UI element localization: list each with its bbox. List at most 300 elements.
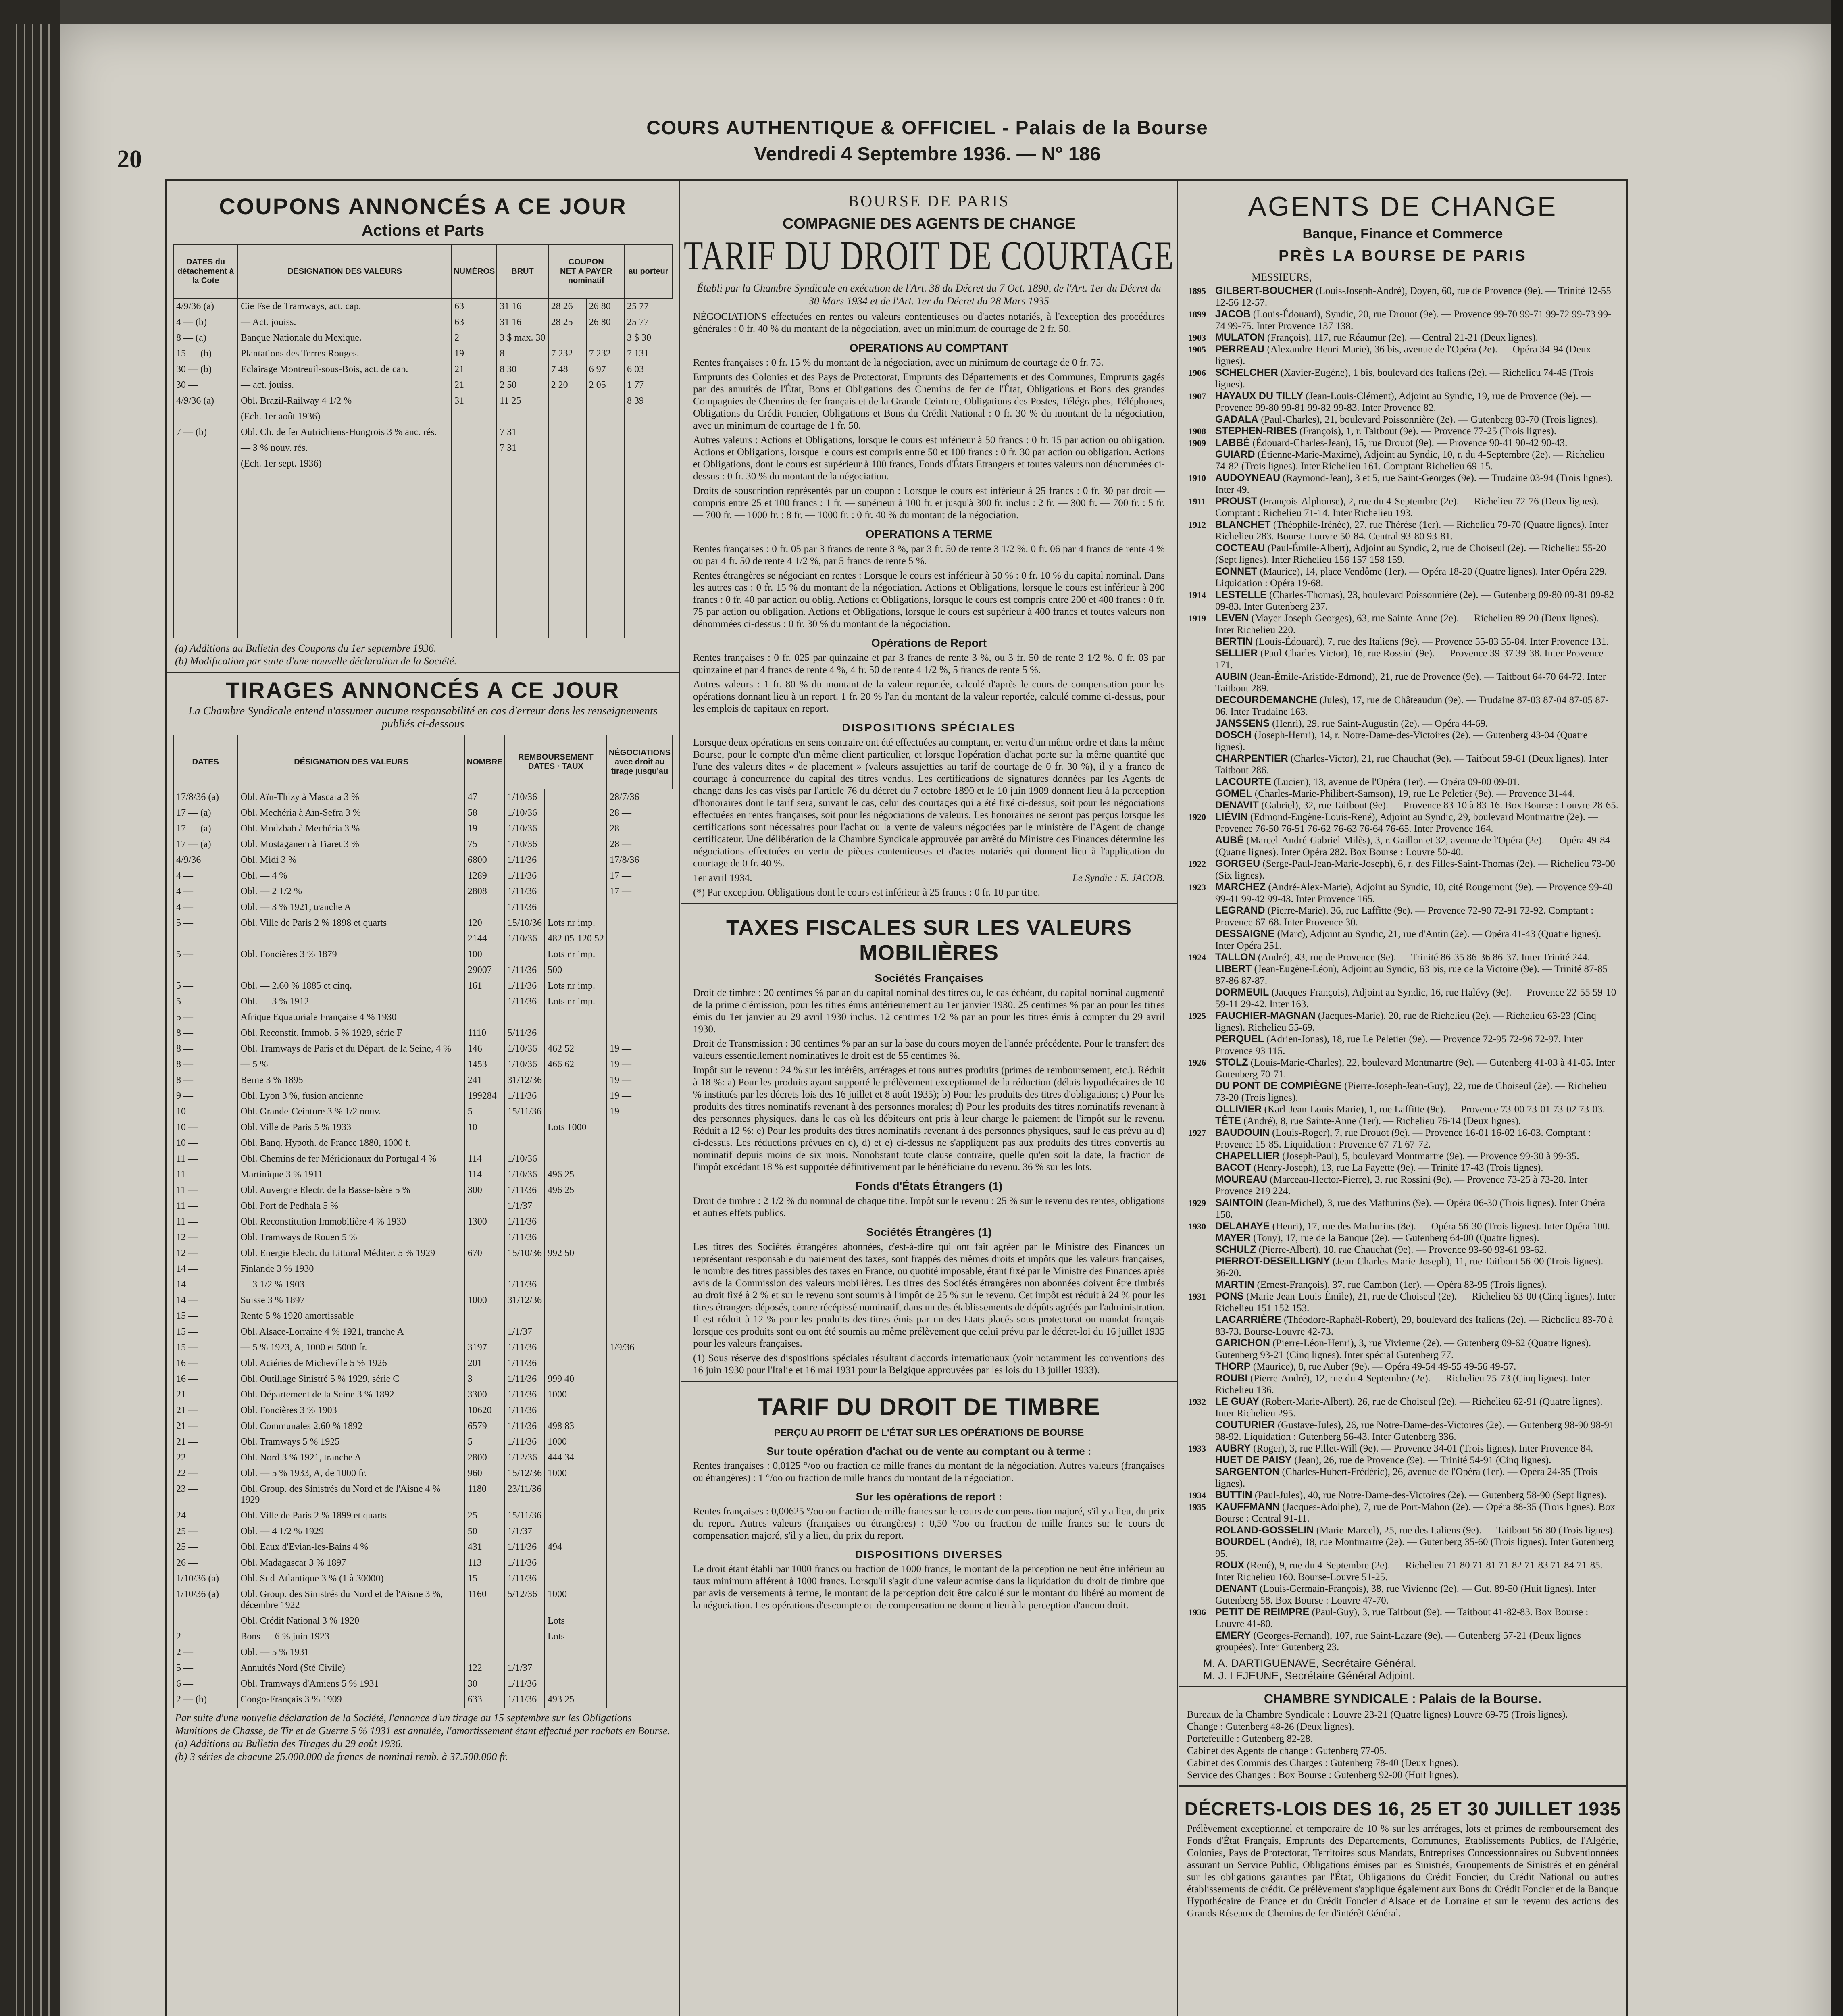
agent-year — [1179, 1583, 1215, 1606]
coupon-spacer — [173, 472, 673, 638]
tirage-cell: 16 — — [173, 1356, 237, 1371]
tirage-cell: 4 — — [173, 884, 237, 900]
tirage-cell: 1/11/36 — [505, 1356, 545, 1371]
secretaire-general: M. A. DARTIGUENAVE, Secrétaire Général. — [1203, 1657, 1416, 1669]
coupon-cell: (Ech. 1er sept. 1936) — [238, 456, 452, 472]
agent-text — [1215, 1489, 1618, 1501]
tirage-cell: 3 — [465, 1371, 505, 1387]
agent-text — [1215, 1291, 1618, 1314]
coupons-col-numeros: NUMÉROS — [452, 244, 497, 298]
agent-name: PROUST — [1215, 496, 1258, 507]
tirage-cell: 10 — — [173, 1120, 237, 1135]
tirage-cell: 146 — [465, 1041, 505, 1057]
agent-text — [1215, 1536, 1618, 1560]
tirage-cell: 28 — — [607, 805, 673, 821]
tirage-row — [173, 994, 673, 1010]
coupon-cell: — act. jouiss. — [238, 377, 452, 393]
tirage-cell: 1000 — [545, 1387, 607, 1403]
tirage-cell — [545, 1524, 607, 1539]
tirage-cell: 5/12/36 — [505, 1587, 545, 1613]
tirage-cell — [173, 931, 237, 947]
agent-details: (François), 1, r. Taitbout (9e). — Provence 77-25 (Trois lignes). — [1299, 426, 1557, 437]
coupon-cell: 25 77 — [624, 298, 673, 314]
agent-text — [1215, 390, 1618, 414]
agent-details: (Maurice), 8, rue Auber (9e). — Opéra 49-54 49-55 49-56 49-57. — [1253, 1361, 1516, 1372]
agent-year — [1179, 1536, 1215, 1560]
tirage-cell: 19 — — [607, 1057, 673, 1073]
terme-paragraph: Rentes étrangères se négociant en rentes : Lorsque le cours est inférieur à 50 % : 0 fr. 10 % du capital nominal. Dans les autres cas : 0 fr. 15 % du montant de la négociation. Actions et Obligations, lorsque le cours est inférieur à 200 francs : 0 fr. 40 par action ou oblig. Actions et Obligations, lorsque le cours est compris entre 200 et 400 francs : 0 fr. 75 par action ou obligation. Actions et Obligations, lorsque le cours est supérieur à 400 francs et toutes valeurs non dénommées ci-dessus : 0 fr. 30 % du montant de la négociation. — [693, 570, 1165, 629]
agent-name: ROUBI — [1215, 1372, 1248, 1384]
agent-entry — [1179, 928, 1618, 952]
tirage-cell: Obl. — 4 % — [237, 868, 464, 884]
agent-text — [1215, 1337, 1618, 1361]
tirage-cell — [607, 1466, 673, 1481]
agent-text — [1215, 1033, 1618, 1057]
coupon-cell: 7 131 — [624, 346, 673, 362]
tirage-cell: 482 05-120 52 — [545, 931, 607, 947]
tirage-cell: 4 — — [173, 900, 237, 915]
agent-text — [1215, 542, 1618, 566]
courtage-etabli: Établi par la Chambre Syndicale en exécution de l'Art. 38 du Décret du 7 Oct. 1890, de l'Art. 1er du Décret du 30 Mars 1934 et de l'Art. 1er du Décret du 28 Mars 1935 — [697, 282, 1161, 307]
agent-year — [1179, 1630, 1215, 1653]
report-paragraph: Autres valeurs : 1 fr. 80 % du montant de la valeur reportée, calculé d'après le cours de compensation pour les opérations donnant lieu à un report. 1 fr. 20 % l'an du montant de la valeur reportée, calculé comme ci-dessus, pour les emplois de capitaux en report. — [693, 679, 1165, 714]
tirage-row — [173, 1167, 673, 1183]
agent-name: AUBIN — [1215, 671, 1247, 682]
agent-text — [1215, 963, 1618, 987]
tirage-row — [173, 1277, 673, 1293]
tirage-cell: 1/11/36 — [505, 994, 545, 1010]
coupon-cell — [452, 440, 497, 456]
tirage-cell: 496 25 — [545, 1183, 607, 1198]
coupon-row — [173, 330, 673, 346]
tirage-cell: 14 — — [173, 1277, 237, 1293]
tirage-cell: 19 — — [607, 1088, 673, 1104]
tirage-cell: 22 — — [173, 1450, 237, 1466]
agent-year: 1933 — [1188, 1443, 1206, 1454]
agent-details: (Tony), 17, rue de la Banque (2e). — Gutenberg 64-00 (Quatre lignes). — [1253, 1233, 1539, 1243]
section-divider — [681, 1381, 1177, 1382]
tirage-cell: 22 — — [173, 1466, 237, 1481]
agent-details: (André), 18, rue Montmartre (2e). — Gutenberg 35-60 (Trois lignes). Inter Gutenberg 95. — [1215, 1537, 1614, 1559]
tirage-cell: 1000 — [545, 1466, 607, 1481]
timbre-report-heading: Sur les opérations de report : — [856, 1491, 1002, 1503]
tirage-cell: Obl. Tramways de Paris et du Départ. de la Seine, 4 % — [237, 1041, 464, 1057]
tirage-cell: 6579 — [465, 1418, 505, 1434]
coupon-row — [173, 362, 673, 377]
tirage-row — [173, 1660, 673, 1676]
tirage-cell — [545, 1010, 607, 1025]
tirage-cell: Obl. Ville de Paris 2 % 1899 et quarts — [237, 1508, 464, 1524]
tirage-cell: 8 — — [173, 1073, 237, 1088]
messieurs-label: MESSIEURS, — [1252, 271, 1312, 283]
tirage-cell: 17 — — [607, 868, 673, 884]
agent-year: 1923 — [1188, 882, 1206, 892]
tirage-cell: 1/11/36 — [505, 1539, 545, 1555]
agent-name: MAYER — [1215, 1232, 1251, 1243]
tirage-cell: 1/10/36 — [505, 931, 545, 947]
agent-text — [1215, 414, 1618, 425]
tirage-cell: — 3 1/2 % 1903 — [237, 1277, 464, 1293]
agent-text — [1215, 425, 1618, 437]
agent-text — [1215, 437, 1618, 449]
coupon-cell: Banque Nationale du Mexique. — [238, 330, 452, 346]
tirage-cell: 23 — — [173, 1481, 237, 1508]
secretaire-adjoint: M. J. LEJEUNE, Secrétaire Général Adjoint. — [1203, 1670, 1415, 1682]
agent-entry — [1179, 1443, 1618, 1454]
coupons-footnote: (a) Additions au Bulletin des Coupons du 1er septembre 1936. — [175, 642, 437, 654]
agent-year — [1179, 648, 1215, 671]
coupon-cell: 6 03 — [624, 362, 673, 377]
tirage-row — [173, 1183, 673, 1198]
agent-details: (André), 8, rue Sainte-Anne (1er). — Richelieu 76-14 (Deux lignes). — [1243, 1116, 1521, 1127]
tirage-cell — [465, 900, 505, 915]
tirage-cell: 17 — — [607, 884, 673, 900]
column-agents — [1179, 181, 1626, 2016]
tirage-row — [173, 1466, 673, 1481]
tirage-cell: 5 — — [173, 994, 237, 1010]
agent-year: 1895 — [1188, 286, 1206, 296]
tirage-cell: — 5 % — [237, 1057, 464, 1073]
agent-year — [1179, 729, 1215, 753]
agent-year: 1903 — [1188, 333, 1206, 343]
tirage-cell: 1180 — [465, 1481, 505, 1508]
courtage-negociations: NÉGOCIATIONS effectuées en rentes ou valeurs contentieuses ou d'actes notariés, à l'exception des procédures générales : 0 fr. 40 % du montant de la négociation, avec un minimum de courtage de 2 fr. 50. — [693, 311, 1165, 334]
tirage-cell: Lots nr imp. — [545, 947, 607, 962]
tirage-cell: Obl. Ville de Paris 5 % 1933 — [237, 1120, 464, 1135]
agent-year: 1910 — [1188, 473, 1206, 483]
tirage-cell: Obl. — 3 % 1912 — [237, 994, 464, 1010]
tirage-cell — [545, 1073, 607, 1088]
agent-details: (André), 43, rue de Provence (9e). — Trinité 86-35 86-36 86-37. Inter Trinité 244. — [1258, 952, 1590, 963]
tirage-row — [173, 931, 673, 947]
tirage-cell — [545, 1293, 607, 1308]
tirage-cell — [505, 1613, 545, 1629]
tirage-cell: 31/12/36 — [505, 1293, 545, 1308]
tirage-cell: 633 — [465, 1692, 505, 1708]
agent-text — [1215, 881, 1618, 905]
agent-text — [1215, 811, 1618, 835]
dispositions-heading: DISPOSITIONS SPÉCIALES — [842, 721, 1016, 734]
header-date-issue: Vendredi 4 Septembre 1936. — N° 186 — [754, 144, 1101, 165]
agent-name: PERQUEL — [1215, 1033, 1264, 1045]
agent-details: (Charles-Marie-Philibert-Samson), 19, rue Le Peletier (9e). — Provence 31-44. — [1254, 788, 1575, 799]
agent-name: GORGEU — [1215, 858, 1260, 869]
tirage-cell: 1/10/36 (a) — [173, 1587, 237, 1613]
tirage-cell — [465, 1308, 505, 1324]
agent-year — [1179, 987, 1215, 1010]
tirage-cell: 5 — — [173, 947, 237, 962]
agent-text — [1215, 496, 1618, 519]
section-divider — [681, 903, 1177, 904]
tirage-cell — [607, 1387, 673, 1403]
agent-name: BLANCHET — [1215, 519, 1271, 530]
agent-entry — [1179, 952, 1618, 963]
tirage-cell: 12 — — [173, 1230, 237, 1245]
agent-name: SCHELCHER — [1215, 367, 1278, 378]
coupon-cell: 26 80 — [586, 314, 624, 330]
tirage-cell — [607, 1356, 673, 1371]
coupons-footnotes — [175, 642, 671, 668]
header-publication: COURS AUTHENTIQUE & OFFICIEL - Palais de la Bourse — [646, 117, 1208, 139]
agent-details: (Henri), 29, rue Saint-Augustin (2e). — Opéra 44-69. — [1272, 718, 1488, 729]
agent-year: 1911 — [1188, 496, 1206, 506]
tirage-cell — [545, 1508, 607, 1524]
agent-entry — [1179, 472, 1618, 496]
tirages-col-designation: DÉSIGNATION DES VALEURS — [237, 735, 464, 789]
tirage-cell — [505, 1645, 545, 1660]
agents-subtitle: Banque, Finance et Commerce — [1302, 226, 1503, 242]
tirage-cell: 8 — — [173, 1025, 237, 1041]
tirage-cell — [607, 1645, 673, 1660]
agent-name: DU PONT DE COMPIÈGNE — [1215, 1080, 1342, 1091]
tirage-cell — [545, 1135, 607, 1151]
agent-details: (Théodore-Raphaël-Robert), 29, boulevard des Italiens (2e). — Richelieu 83-70 à 83-73. Bourse-Louvre 42-73. — [1215, 1314, 1613, 1337]
agent-year: 1906 — [1188, 368, 1206, 378]
agent-name: LIÉVIN — [1215, 811, 1248, 823]
agent-details: (Georges-Fernand), 107, rue Saint-Lazare (9e). — Gutenberg 57-21 (Deux lignes groupées). Inter Gutenberg 23. — [1215, 1630, 1581, 1653]
coupon-cell: 7 232 — [586, 346, 624, 362]
agent-name: ROUX — [1215, 1560, 1245, 1571]
agent-entry — [1179, 1489, 1618, 1501]
agent-text — [1215, 1127, 1618, 1150]
tirage-cell — [465, 1277, 505, 1293]
agent-name: TÊTE — [1215, 1115, 1241, 1127]
agent-name: KAUFFMANN — [1215, 1501, 1280, 1512]
tirage-cell: 1000 — [545, 1434, 607, 1450]
agent-entry — [1179, 1501, 1618, 1524]
agent-text — [1215, 285, 1618, 308]
coupon-cell: 8 30 — [497, 362, 548, 377]
tirage-cell — [545, 1660, 607, 1676]
agent-text — [1215, 1220, 1618, 1232]
tirage-cell: 1/10/36 — [505, 1041, 545, 1057]
tirage-cell: 444 34 — [545, 1450, 607, 1466]
tirage-cell — [607, 900, 673, 915]
tirage-row — [173, 1261, 673, 1277]
timbre-title: TARIF DU DROIT DE TIMBRE — [758, 1393, 1100, 1420]
agent-name: PETIT DE REIMPRE — [1215, 1606, 1310, 1618]
tirage-cell — [545, 900, 607, 915]
agent-text — [1215, 1232, 1618, 1244]
coupon-cell: 7 31 — [497, 440, 548, 456]
coupon-cell: Eclairage Montreuil-sous-Bois, act. de cap. — [238, 362, 452, 377]
tirage-cell: 1/10/36 — [505, 1167, 545, 1183]
tirage-row — [173, 1324, 673, 1340]
agent-year — [1179, 449, 1215, 472]
agent-details: (Charles-Thomas), 23, boulevard Poissonnière (2e). — Gutenberg 09-80 09-81 09-82 09-83. Inter Gutenberg 237. — [1215, 589, 1614, 612]
agent-year — [1179, 1524, 1215, 1536]
tirage-cell: 670 — [465, 1245, 505, 1261]
agent-text — [1215, 1524, 1618, 1536]
tirage-row — [173, 1135, 673, 1151]
agent-text — [1215, 1606, 1618, 1630]
tirage-cell: Lots nr imp. — [545, 994, 607, 1010]
tirage-cell: 1/11/36 — [505, 1571, 545, 1587]
agent-details: (Louis-Joseph-André), Doyen, 60, rue de Provence (9e). — Trinité 12-55 12-56 12-57. — [1215, 285, 1611, 308]
agent-text — [1215, 1454, 1618, 1466]
agent-text — [1215, 694, 1618, 718]
tirage-cell: 1/11/36 — [505, 1418, 545, 1434]
tirage-cell — [607, 978, 673, 994]
tirage-cell: Obl. Group. des Sinistrés du Nord et de l'Aisne 4 % 1929 — [237, 1481, 464, 1508]
agent-name: SAINTOIN — [1215, 1197, 1263, 1208]
coupon-cell: 21 — [452, 377, 497, 393]
tirage-cell — [545, 1025, 607, 1041]
tirage-cell — [607, 1371, 673, 1387]
agent-details: (Pierre-Albert), 10, rue Chauchat (9e). — Provence 93-60 93-61 93-62. — [1258, 1244, 1547, 1255]
tirage-cell: 1/11/36 — [505, 884, 545, 900]
tirage-cell — [545, 1676, 607, 1692]
tirage-cell — [607, 1418, 673, 1434]
agent-year — [1179, 1419, 1215, 1443]
tirage-cell: 15/10/36 — [505, 915, 545, 931]
tirage-row — [173, 1151, 673, 1167]
agent-entry — [1179, 1583, 1618, 1606]
tirages-col-taux: TAUX — [562, 762, 583, 771]
tirage-cell: 17 — (a) — [173, 821, 237, 837]
tirage-cell: 201 — [465, 1356, 505, 1371]
coupon-cell: 8 — — [497, 346, 548, 362]
tirage-row — [173, 1073, 673, 1088]
agent-details: (Jean-Émile-Aristide-Edmond), 21, rue de Provence (9e). — Taitbout 64-70 64-72. Inter Taitbout 289. — [1215, 671, 1606, 694]
tirage-cell: 17 — (a) — [173, 837, 237, 852]
coupon-cell — [173, 440, 238, 456]
tirage-cell: 15 — [465, 1571, 505, 1587]
tirage-cell: 1/10/36 (a) — [173, 1571, 237, 1587]
tirage-cell — [607, 962, 673, 978]
tirage-cell — [545, 1403, 607, 1418]
tirage-cell: 1/10/36 — [505, 1057, 545, 1073]
tirage-cell: 462 52 — [545, 1041, 607, 1057]
agent-entry — [1179, 1466, 1618, 1489]
agent-name: GUIARD — [1215, 449, 1255, 460]
tirage-cell — [607, 1481, 673, 1508]
tirage-cell — [607, 1660, 673, 1676]
section-divider — [167, 672, 679, 673]
coupon-cell: 11 25 — [497, 393, 548, 409]
tirage-row — [173, 1230, 673, 1245]
tirage-row — [173, 1308, 673, 1324]
tirage-row — [173, 1676, 673, 1692]
agent-text — [1215, 800, 1618, 811]
coupon-cell — [173, 409, 238, 425]
agent-name: BOURDEL — [1215, 1536, 1265, 1547]
agent-name: LEVEN — [1215, 612, 1249, 624]
tirages-title: TIRAGES ANNONCÉS A CE JOUR — [226, 677, 620, 703]
agent-name: LE GUAY — [1215, 1396, 1259, 1407]
comptant-heading: OPERATIONS AU COMPTANT — [849, 342, 1009, 354]
tirage-cell: 1/11/36 — [505, 1340, 545, 1356]
agent-name: TALLON — [1215, 952, 1256, 963]
tirage-row — [173, 1508, 673, 1524]
agent-entry — [1179, 367, 1618, 390]
coupons-coupon-label: COUPON — [568, 257, 604, 267]
agent-name: SARGENTON — [1215, 1466, 1280, 1477]
tirages-footnote: (a) Additions au Bulletin des Tirages du 29 août 1936. — [175, 1738, 403, 1749]
tirage-cell — [545, 1104, 607, 1120]
tirages-remb-label: REMBOURSEMENT — [518, 753, 594, 762]
tirage-cell: 1/11/36 — [505, 1088, 545, 1104]
tirage-cell — [237, 931, 464, 947]
agent-entry — [1179, 718, 1618, 729]
decrets-title: DÉCRETS-LOIS DES 16, 25 ET 30 JUILLET 1935 — [1184, 1798, 1621, 1819]
tirage-cell — [607, 1167, 673, 1183]
agent-entry — [1179, 589, 1618, 612]
agent-year — [1179, 1115, 1215, 1127]
coupon-cell — [548, 330, 586, 346]
coupon-cell: 30 — — [173, 377, 238, 393]
tirage-cell: Obl. Modzbah à Mechéria 3 % — [237, 821, 464, 837]
tirage-cell — [607, 1135, 673, 1151]
agent-details: (Serge-Paul-Jean-Marie-Joseph), 6, r. des Filles-Saint-Thomas (2e). — Richelieu 73-00 (Six lignes). — [1215, 858, 1615, 881]
agent-year: 1927 — [1188, 1128, 1206, 1138]
agent-name: JACOB — [1215, 308, 1251, 320]
section-divider — [1179, 1785, 1626, 1787]
tirage-cell: 14 — — [173, 1293, 237, 1308]
agent-year — [1179, 1232, 1215, 1244]
tirage-cell: 6800 — [465, 852, 505, 868]
agent-year: 1925 — [1188, 1011, 1206, 1021]
agent-details: (Édouard-Charles-Jean), 15, rue Drouot (9e). — Provence 90-41 90-42 90-43. — [1252, 437, 1568, 448]
agent-name: STOLZ — [1215, 1057, 1248, 1068]
tirage-cell — [607, 1692, 673, 1708]
agent-details: (Roger), 3, rue Pillet-Will (9e). — Provence 34-01 (Trois lignes). Inter Provence 84. — [1253, 1443, 1593, 1454]
tirage-cell: Obl. Group. des Sinistrés du Nord et de l'Aisne 3 %, décembre 1922 — [237, 1587, 464, 1613]
tirage-cell: Obl. Crédit National 3 % 1920 — [237, 1613, 464, 1629]
agent-year — [1179, 1256, 1215, 1279]
tirage-cell: Obl. — 5 % 1931 — [237, 1645, 464, 1660]
tirage-cell: Bons — 6 % juin 1923 — [237, 1629, 464, 1645]
tirage-cell: 16 — — [173, 1371, 237, 1387]
tirage-cell: Obl. Sud-Atlantique 3 % (1 à 30000) — [237, 1571, 464, 1587]
signature-line — [693, 872, 1165, 884]
agent-name: DORMEUIL — [1215, 987, 1269, 998]
tirage-cell: 1/1/37 — [505, 1324, 545, 1340]
column-coupons-tirages — [167, 181, 680, 2016]
tirage-cell: 1/11/36 — [505, 900, 545, 915]
agent-year: 1931 — [1188, 1291, 1206, 1302]
tirage-cell: Annuités Nord (Sté Civile) — [237, 1660, 464, 1676]
right-edge-shadow — [1831, 0, 1843, 2016]
agent-year — [1179, 566, 1215, 589]
coupon-cell: 2 05 — [586, 377, 624, 393]
tirage-cell: Rente 5 % 1920 amortissable — [237, 1308, 464, 1324]
agent-name: PIERROT-DESEILLIGNY — [1215, 1256, 1330, 1267]
agent-details: (Paul-Guy), 3, rue Taitbout (9e). — Taitbout 41-82-83. Box Bourse : Louvre 41-80. — [1215, 1607, 1589, 1629]
agent-name: COCTEAU — [1215, 542, 1265, 554]
agent-entry — [1179, 1361, 1618, 1372]
tirage-cell: 113 — [465, 1555, 505, 1571]
agent-name: AUDOYNEAU — [1215, 472, 1281, 483]
tirage-cell: Obl. — 2.60 % 1885 et cinq. — [237, 978, 464, 994]
coupon-cell — [452, 425, 497, 440]
tirage-cell: 161 — [465, 978, 505, 994]
tirage-cell — [545, 1277, 607, 1293]
agent-entry — [1179, 496, 1618, 519]
tirage-cell: 19 — — [607, 1073, 673, 1088]
syndic-signature: Le Syndic : E. JACOB. — [1072, 873, 1165, 883]
tirage-cell — [545, 1481, 607, 1508]
agent-name: DESSAIGNE — [1215, 928, 1275, 939]
tirage-cell: 17/8/36 — [607, 852, 673, 868]
tirage-cell: 29007 — [465, 962, 505, 978]
agent-details: (Lucien), 13, avenue de l'Opéra (1er). — Opéra 09-00 09-01. — [1274, 777, 1520, 787]
tirage-cell: 11 — — [173, 1183, 237, 1198]
agent-details: (Marc), Adjoint au Syndic, 21, rue d'Antin (2e). — Opéra 41-43 (Quatre lignes). Inter Opéra 251. — [1215, 929, 1601, 951]
comptant-paragraph: Droits de souscription représentés par un coupon : Lorsque le cours est inférieur à 25 francs : 0 fr. 30 par droit — compris entre 25 et 100 francs : 1 fr. — supérieur à 100 fr. et jusqu'à 300 fr. inclus : 2 fr. — 300 fr. — 700 fr. : 5 fr. — 700 fr. — 1000 fr. : 8 fr. — 1000 fr. : 0 fr. 40 % du montant de la négociation. — [693, 485, 1165, 521]
coupon-cell: 28 25 — [548, 314, 586, 330]
coupons-col-dates: DATES du détachement à la Cote — [173, 244, 238, 298]
